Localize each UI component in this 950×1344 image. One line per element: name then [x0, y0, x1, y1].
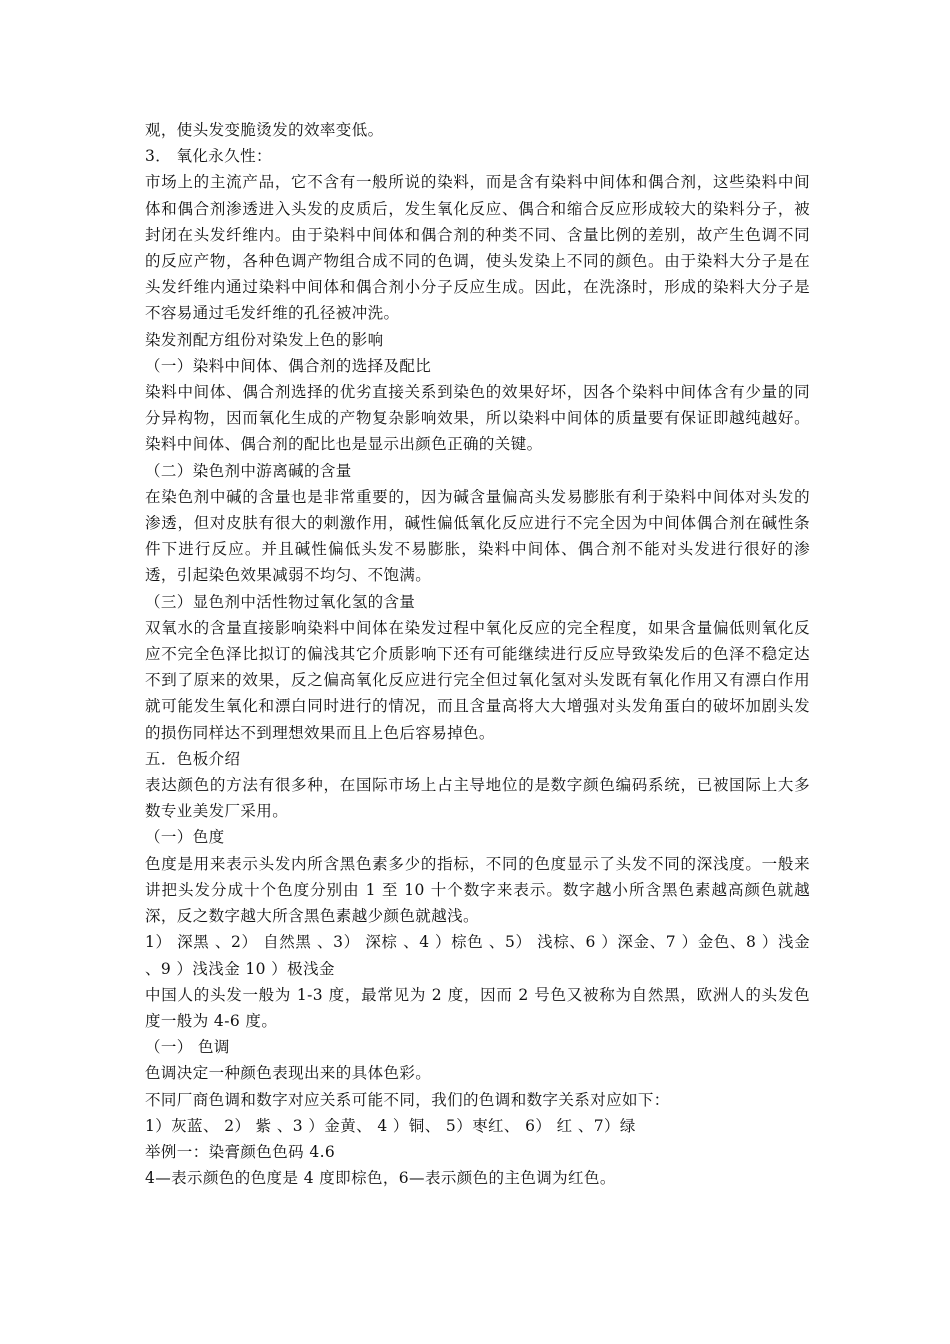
- paragraph-color-coding: 表达颜色的方法有很多种，在国际市场上占主导地位的是数字颜色编码系统，已被国际上大多数专业美发厂采用。: [145, 776, 810, 821]
- heading-color-tone: （一） 色调: [145, 1038, 230, 1057]
- paragraph-level-list: 1） 深黑 、2） 自然黑 、3） 深棕 、4 ）棕色 、5） 浅棕、6 ）深金、7 ）金色、8 ）浅金 、9 ）浅浅金 10 ）极浅金: [145, 933, 810, 978]
- paragraph-example-explanation: 4—表示颜色的色度是 4 度即棕色，6—表示颜色的主色调为红色。: [145, 1169, 616, 1188]
- paragraph-peroxide-content: 双氧水的含量直接影响染料中间体在染发过程中氧化反应的完全程度，如果含量偏低则氧化反应不完全色泽比拟订的偏浅其它介质影响下还有可能继续进行反应导致染发后的色泽不稳定达不到了原来的效果，反之偏高氧化反应进行完全但过氧化氢对头发既有氧化作用又有漂白作用就可能发生氧化和漂白同时进行的情况，而且含量高将大大增强对头发角蛋白的破坏加剧头发的损伤同样达不到理想效果而且上色后容易掉色。: [145, 618, 810, 742]
- heading-color-level: （一）色度: [145, 828, 225, 847]
- document-page: [145, 117, 810, 1191]
- heading-hydrogen-peroxide: （三）显色剂中活性物过氧化氢的含量: [145, 592, 416, 611]
- paragraph-example-code: 举例一：染膏颜色色码 4.6: [145, 1142, 336, 1161]
- paragraph-chinese-hair-level: 中国人的头发一般为 1-3 度，最常见为 2 度，因而 2 号色又被称为自然黑，欧洲人的头发色度一般为 4-6 度。: [145, 985, 810, 1030]
- heading-oxidative-permanent: 3． 氧化永久性：: [145, 147, 272, 166]
- paragraph-mainstream-products: 市场上的主流产品，它不含有一般所说的染料，而是含有染料中间体和偶合剂，这些染料中间体和偶合剂渗透进入头发的皮质后，发生氧化反应、偶合和缩合反应形成较大的染料分子，被封闭在头发纤维内。由于染料中间体和偶合剂的种类不同、含量比例的差别，故产生色调不同的反应产物，各种色调产物组合成不同的色调，使头发染上不同的颜色。由于染料大分子是在头发纤维内通过染料中间体和偶合剂小分子反应生成。因此，在洗涤时，形成的染料大分子是不容易通过毛发纤维的孔径被冲洗。: [145, 173, 810, 323]
- heading-color-chart: 五．色板介绍: [145, 749, 241, 768]
- paragraph-alkali-content: 在染色剂中碱的含量也是非常重要的，因为碱含量偏高头发易膨胀有利于染料中间体对头发的渗透，但对皮肤有很大的刺激作用，碱性偏低氧化反应进行不完全因为中间体偶合剂在碱性条件下进行反应。并且碱性偏低头发不易膨胀，染料中间体、偶合剂不能对头发进行很好的渗透，引起染色效果减弱不均匀、不饱满。: [145, 487, 810, 585]
- paragraph-tone-definition: 色调决定一种颜色表现出来的具体色彩。: [145, 1064, 432, 1083]
- heading-intermediate-selection: （一）染料中间体、偶合剂的选择及配比: [145, 356, 432, 375]
- paragraph-tone-mapping-intro: 不同厂商色调和数字对应关系可能不同，我们的色调和数字关系对应如下：: [145, 1090, 670, 1109]
- heading-formula-influence: 染发剂配方组份对染发上色的影响: [145, 330, 384, 349]
- paragraph-tone-list: 1）灰蓝、 2） 紫 、3 ）金黄、 4 ）铜、 5）枣红、 6） 红 、7）绿: [145, 1116, 636, 1135]
- paragraph-color-level-definition: 色度是用来表示头发内所含黑色素多少的指标，不同的色度显示了头发不同的深浅度。一般来讲把头发分成十个色度分别由 1 至 10 十个数字来表示。数字越小所含黑色素越高颜色就越深，反之数字越大所含黑色素越少颜色就越浅。: [145, 854, 810, 926]
- paragraph-intermediate-quality: 染料中间体、偶合剂选择的优劣直接关系到染色的效果好坏，因各个染料中间体含有少量的同分异构物，因而氧化生成的产物复杂影响效果，所以染料中间体的质量要有保证即越纯越好。染料中间体、偶合剂的配比也是显示出颜色正确的关键。: [145, 383, 810, 454]
- paragraph-hair-brittle: 观，使头发变脆烫发的效率变低。: [145, 121, 384, 139]
- heading-free-alkali: （二）染色剂中游离碱的含量: [145, 461, 352, 480]
